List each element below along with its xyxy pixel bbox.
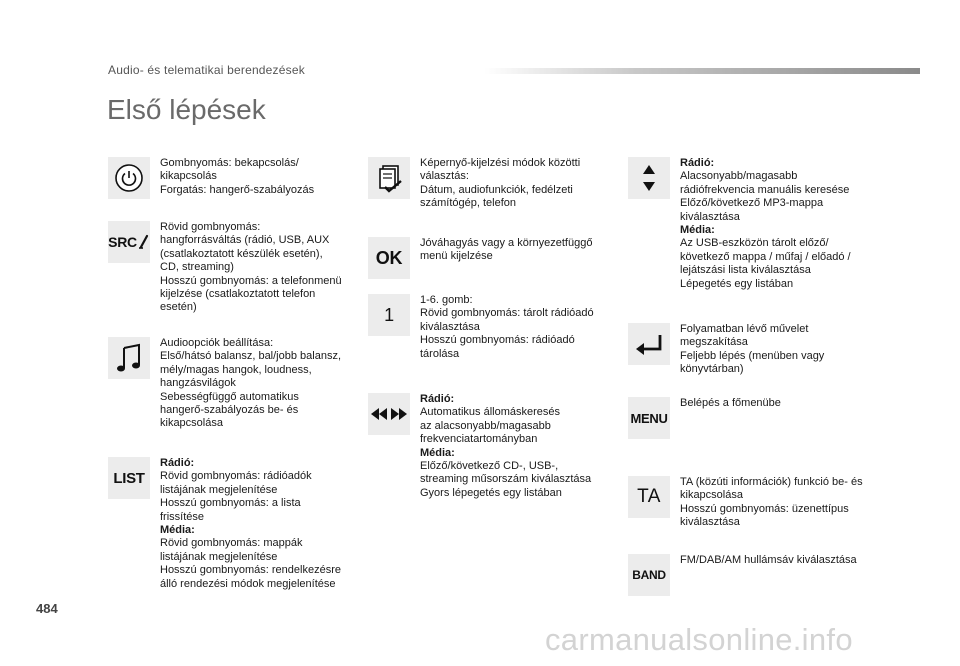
entry-preset: [368, 294, 594, 361]
preset-1-icon: [368, 294, 410, 336]
watermark: carmanualsonline.info: [545, 622, 853, 657]
ta-icon: [628, 476, 670, 518]
header-rule: [484, 68, 920, 74]
ta-description: TA (közúti információk) funkció be- és kikapcsolása Hosszú gombnyomás: üzenettípus kiválasztása: [680, 476, 863, 529]
entry-band: [628, 554, 857, 596]
entry-display-mode: [368, 157, 580, 211]
up-down-arrows-icon: [628, 157, 670, 199]
entry-seek: [368, 393, 591, 500]
src-description: Rövid gombnyomás: hangforrásváltás (rádió, USB, AUX (csatlakoztatott készülék esetén), CD, streaming) Hosszú gombnyomás: a telefonmenü kijelzése (csatlakoztatott telefon esetén): [160, 221, 342, 314]
src-label: SRC: [108, 234, 137, 250]
radio-label: Rádió:: [160, 457, 195, 469]
menu-icon: [628, 397, 670, 439]
media-label: Média:: [680, 224, 715, 237]
preset-description: 1-6. gomb: Rövid gombnyomás: tárolt rádióadó kiválasztása Hosszú gombnyomás: rádióadó tárolása: [420, 294, 594, 360]
display-mode-description: Képernyő-kijelzési módok közötti választás: Dátum, audiofunkciók, fedélzeti számítógép, telefon: [420, 157, 581, 210]
ta-label: TA: [637, 486, 661, 507]
back-description: Folyamatban lévő művelet megszakítása Feljebb lépés (menüben vagy könyvtárban): [680, 323, 825, 376]
media-label: Média:: [160, 524, 195, 537]
entry-ta: [628, 476, 863, 530]
band-icon: [628, 554, 670, 596]
media-label: Média:: [420, 446, 455, 459]
entry-power: [108, 157, 314, 199]
radio-label: Rádió:: [420, 393, 455, 405]
audio-description: Audioopciók beállítása: Első/hátsó balansz, bal/jobb balansz, mély/magas hangok, loudness, hangzásvilágok Sebességfüggő automatikus hangerő-szabályozás be- és kikapcsolása: [160, 337, 342, 430]
ok-description: Jóváhagyás vagy a környezetfüggő menü kijelzése: [420, 237, 593, 263]
entry-audio: [108, 337, 341, 431]
band-label: BAND: [632, 568, 666, 582]
ok-label: OK: [375, 247, 403, 268]
menu-label: MENU: [630, 410, 668, 426]
seek-radio-description: Automatikus állomáskeresés az alacsonyabb/magasabb frekvenciatartományban: [420, 406, 561, 446]
radio-label: Rádió:: [680, 157, 715, 169]
list-radio-description: Rövid gombnyomás: rádióadók listájának megjelenítése Hosszú gombnyomás: a lista frissítése: [160, 470, 312, 523]
power-icon: [108, 157, 150, 199]
entry-list: [108, 457, 341, 591]
src-phone-icon: [108, 221, 150, 263]
entry-ok: [368, 237, 592, 279]
display-mode-icon: [368, 157, 410, 199]
entry-up-down: [628, 157, 851, 291]
music-note-icon: [108, 337, 150, 379]
entry-back: [628, 323, 824, 377]
seek-media-description: Előző/következő CD-, USB-, streaming műsorszám kiválasztása Gyors lépegetés egy listában: [420, 460, 592, 499]
entry-src: [108, 221, 342, 315]
band-description: FM/DAB/AM hullámsáv kiválasztása: [680, 554, 857, 566]
menu-description: Belépés a főmenübe: [680, 397, 781, 409]
list-label: LIST: [113, 469, 145, 487]
list-media-description: Rövid gombnyomás: mappák listájának megjelenítése Hosszú gombnyomás: rendelkezésre álló rendezési módok megjelenítése: [160, 537, 341, 590]
page-title: Első lépések: [107, 94, 266, 125]
preset-label: 1: [384, 304, 394, 325]
back-arrow-icon: [628, 323, 670, 365]
entry-menu: [628, 397, 781, 439]
up-down-media-description: Az USB-eszközön tárolt előző/ következő mappa / műfaj / előadó / lejátszási lista kiválasztása Lépegetés egy listában: [680, 237, 851, 290]
list-icon: [108, 457, 150, 499]
power-description: Gombnyomás: bekapcsolás/ kikapcsolás Forgatás: hangerő-szabályozás: [160, 157, 315, 196]
up-down-radio-description: Alacsonyabb/magasabb rádiófrekvencia manuális keresése Előző/következő MP3-mappa kiválasztása: [680, 170, 850, 223]
section-header: Audio- és telematikai berendezések: [108, 63, 305, 77]
ok-icon: [368, 237, 410, 279]
page-number: 484: [36, 601, 58, 616]
seek-arrows-icon: [368, 393, 410, 435]
